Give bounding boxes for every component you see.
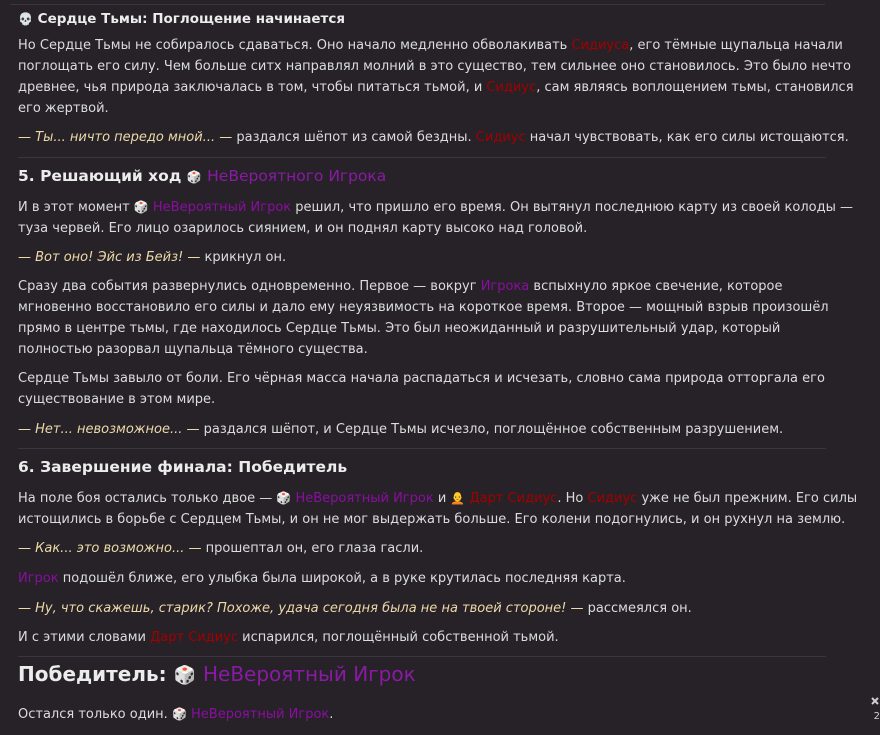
player-mention: Игрок (18, 571, 59, 586)
sidious-mention: Сидиус (475, 130, 526, 145)
sidious-mention: Дарт Сидиус (150, 630, 238, 645)
text: вспыхнуло яркое свечение, которое мгновенно восстановило его силы и дало ему неуязвимость на короткое время. Второе — мощный взрыв произошёл прямо в центре тьмы, где находилось Сердце Тьмы. Это был неожиданный и разрушительный удар, который полностью разорвал щупальца тёмного существа. (18, 279, 829, 357)
text: раздался шёпот из самой бездны. (232, 130, 476, 145)
paragraph (18, 568, 858, 589)
die-icon: 🎲 (276, 491, 292, 505)
text: уже не был прежним. Его силы истощились в борьбе с Сердцем Тьмы, и он не мог выдержать больше. Его колени подогнулись, и он рухнул на землю. (18, 491, 858, 527)
text: испарился, поглощённый собственной тьмой. (238, 630, 559, 645)
text: прошептал он, его глаза гасли. (201, 541, 424, 556)
section-heading-5 (18, 166, 818, 188)
text: Но Сердце Тьмы не собиралось сдаваться. Оно начало медленно обволакивать (18, 38, 572, 53)
divider (18, 448, 826, 449)
paragraph-quote (18, 598, 858, 619)
corner-count: 2 (873, 711, 880, 722)
sidious-mention: Дарт Сидиус (469, 491, 558, 506)
text: крикнул он. (200, 250, 287, 265)
quote: — Вот оно! Эйс из Бейз! — (18, 250, 201, 265)
player-mention: НеВероятный Игрок (295, 491, 434, 506)
quote: — Ты... ничто передо мной... — (18, 130, 233, 145)
player-mention: НеВероятного Игрока (207, 167, 387, 185)
player-mention: НеВероятный Игрок (152, 200, 292, 215)
paragraph (18, 488, 858, 530)
winner-label: Победитель: (18, 662, 167, 686)
quote: — Нет... невозможное... — (18, 422, 200, 437)
die-icon: 🎲 (186, 170, 202, 184)
player-mention: Игрока (480, 279, 530, 294)
text: , его тёмные щупальца начали поглощать его силу. Чем больше ситх направлял молний в это существо, тем сильнее оно становилось. Это было нечто древнее, чья природа заключалась в том, чтобы питаться тьмой, и (18, 38, 851, 95)
text: . (329, 707, 334, 722)
winner-heading (18, 660, 818, 690)
paragraph (18, 627, 858, 648)
text: подошёл ближе, его улыбка была широкой, а в руке крутилась последняя карта. (58, 571, 626, 586)
divider (18, 656, 826, 657)
quote: — Как... это возможно... — (18, 541, 202, 556)
paragraph (18, 276, 858, 360)
text: , сам являясь воплощением тьмы, становился его жертвой. (18, 80, 854, 116)
sidious-mention: Сидиус (486, 80, 537, 95)
section-heading-6: 6. Завершение финала: Победитель (18, 458, 348, 476)
paragraph: Сердце Тьмы завыло от боли. Его чёрная масса начала распадаться и исчезать, словно сама природа отторгала его существование в этом мире. (18, 371, 825, 407)
paragraph-quote (18, 419, 858, 440)
sidious-mention: Сидиус (587, 491, 638, 506)
paragraph (18, 197, 858, 239)
divider-top (10, 4, 825, 5)
paragraph-quote (18, 538, 858, 559)
player-mention: НеВероятный Игрок (191, 707, 330, 722)
section-title-heart (18, 9, 818, 30)
die-icon: 🎲 (173, 665, 197, 686)
skull-icon: 💀 (18, 12, 33, 26)
die-icon: 🎲 (133, 200, 149, 214)
paragraph-quote (18, 247, 858, 268)
text: Остался только один. (18, 707, 168, 722)
text: . Но (557, 491, 588, 506)
heading-text: 5. Решающий ход (18, 167, 182, 185)
winner-name: НеВероятный Игрок (202, 662, 416, 686)
paragraph (18, 35, 858, 119)
text: И с этими словами (18, 630, 151, 645)
text: начал чувствовать, как его силы истощаются. (525, 130, 849, 145)
text: На поле боя остались только двое — (18, 491, 277, 506)
paragraph-quote (18, 127, 858, 148)
text: раздался шёпот, и Сердце Тьмы исчезло, поглощённое собственным разрушением. (199, 422, 784, 437)
close-icon (870, 695, 880, 711)
text: решил, что пришло его время. Он вытянул последнюю карту из своей колоды — туза червей. Его лицо озарилось сиянием, и он поднял карту высоко над головой. (18, 200, 853, 236)
sidious-mention: Сидиуса (571, 38, 630, 53)
die-icon: 🎲 (171, 707, 187, 721)
divider (18, 157, 826, 158)
jump-to-present-button[interactable] (870, 695, 880, 735)
person-icon: 🧑‍🦲 (450, 491, 466, 505)
text: рассмеялся он. (583, 601, 692, 616)
text: Сразу два события развернулись одновременно. Первое — вокруг (18, 279, 481, 294)
quote: — Ну, что скажешь, старик? Похоже, удача сегодня была не на твоей стороне! — (18, 601, 584, 616)
text: И в этот момент (18, 200, 134, 215)
section-title-text: Сердце Тьмы: Поглощение начинается (37, 11, 345, 27)
text: и (433, 491, 451, 506)
paragraph (18, 704, 858, 725)
